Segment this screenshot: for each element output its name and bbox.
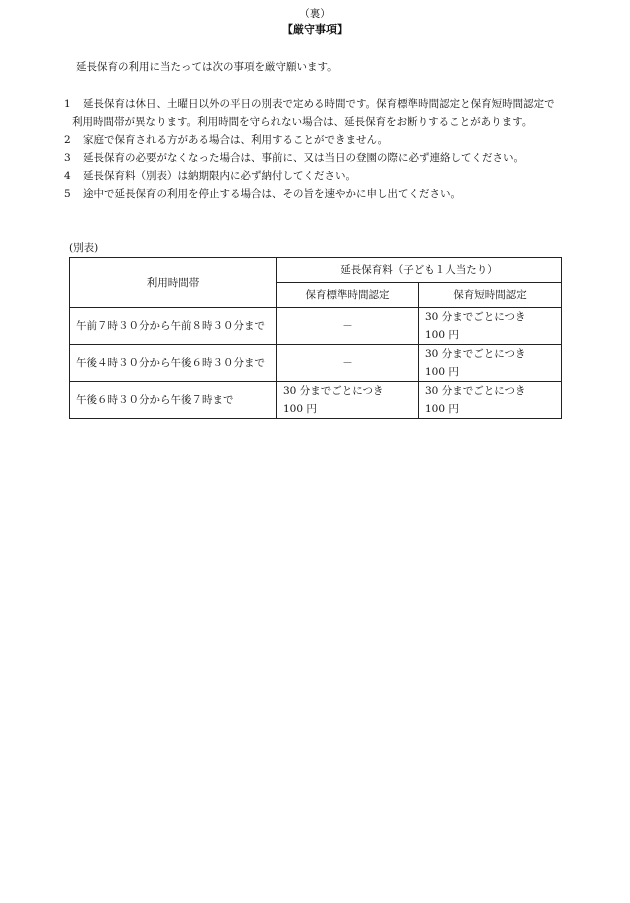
table-row	[70, 345, 562, 382]
page-title: 【厳守事項】	[282, 23, 348, 36]
rule-text: 家庭で保育される方がある場合は、利用することができません。	[83, 134, 389, 146]
standard-fee-cell	[277, 382, 419, 419]
rule-text: 延長保育の必要がなくなった場合は、事前に、又は当日の登園の際に必ず連絡してください。	[83, 152, 524, 164]
rule-number: 3	[64, 152, 71, 164]
fee-rate-text: 30 分までごとにつき	[283, 385, 384, 397]
rule-text: 延長保育料（別表）は納期限内に必ず納付してください。	[83, 170, 356, 182]
table-row	[70, 308, 562, 345]
rule-item	[64, 149, 584, 167]
fee-table	[69, 257, 562, 419]
header-time-slot: 利用時間帯	[70, 258, 277, 308]
fee-amount-text: 100 円	[425, 403, 459, 415]
rule-item	[64, 185, 584, 203]
time-slot-cell: 午前７時３０分から午前８時３０分まで	[70, 308, 277, 345]
table-label: (別表)	[69, 242, 99, 254]
rule-text: 延長保育は休日、土曜日以外の平日の別表で定める時間です。保育標準時間認定と保育短時間認定で	[83, 98, 555, 110]
rule-number: 1	[64, 98, 71, 110]
time-slot-cell: 午後４時３０分から午後６時３０分まで	[70, 345, 277, 382]
standard-fee-cell: －	[277, 308, 419, 345]
header-short-certification: 保育短時間認定	[419, 283, 562, 308]
rule-item	[64, 95, 584, 131]
fee-rate-text: 30 分までごとにつき	[425, 348, 526, 360]
rule-text: 途中で延長保育の利用を停止する場合は、その旨を速やかに申し出てください。	[83, 188, 461, 200]
rule-item	[64, 167, 584, 185]
short-fee-cell	[419, 345, 562, 382]
rule-number: 5	[64, 188, 71, 200]
rule-number: 2	[64, 134, 71, 146]
rule-item	[64, 131, 584, 149]
short-fee-cell	[419, 308, 562, 345]
rule-text-continued: 利用時間帯が異なります。利用時間を守られない場合は、延長保育をお断りすることがあります。	[72, 116, 533, 128]
fee-amount-text: 100 円	[425, 366, 459, 378]
rules-list	[64, 95, 584, 203]
table-row	[70, 382, 562, 419]
fee-amount-text: 100 円	[283, 403, 317, 415]
standard-fee-cell: －	[277, 345, 419, 382]
page-side-label: （裏）	[299, 8, 331, 20]
header-standard-certification: 保育標準時間認定	[277, 283, 419, 308]
intro-text: 延長保育の利用に当たっては次の事項を厳守願います。	[76, 61, 338, 73]
short-fee-cell	[419, 382, 562, 419]
fee-amount-text: 100 円	[425, 329, 459, 341]
fee-rate-text: 30 分までごとにつき	[425, 311, 526, 323]
time-slot-cell: 午後６時３０分から午後７時まで	[70, 382, 277, 419]
rule-number: 4	[64, 170, 71, 182]
fee-rate-text: 30 分までごとにつき	[425, 385, 526, 397]
header-fee: 延長保育料（子ども１人当たり）	[277, 258, 562, 283]
